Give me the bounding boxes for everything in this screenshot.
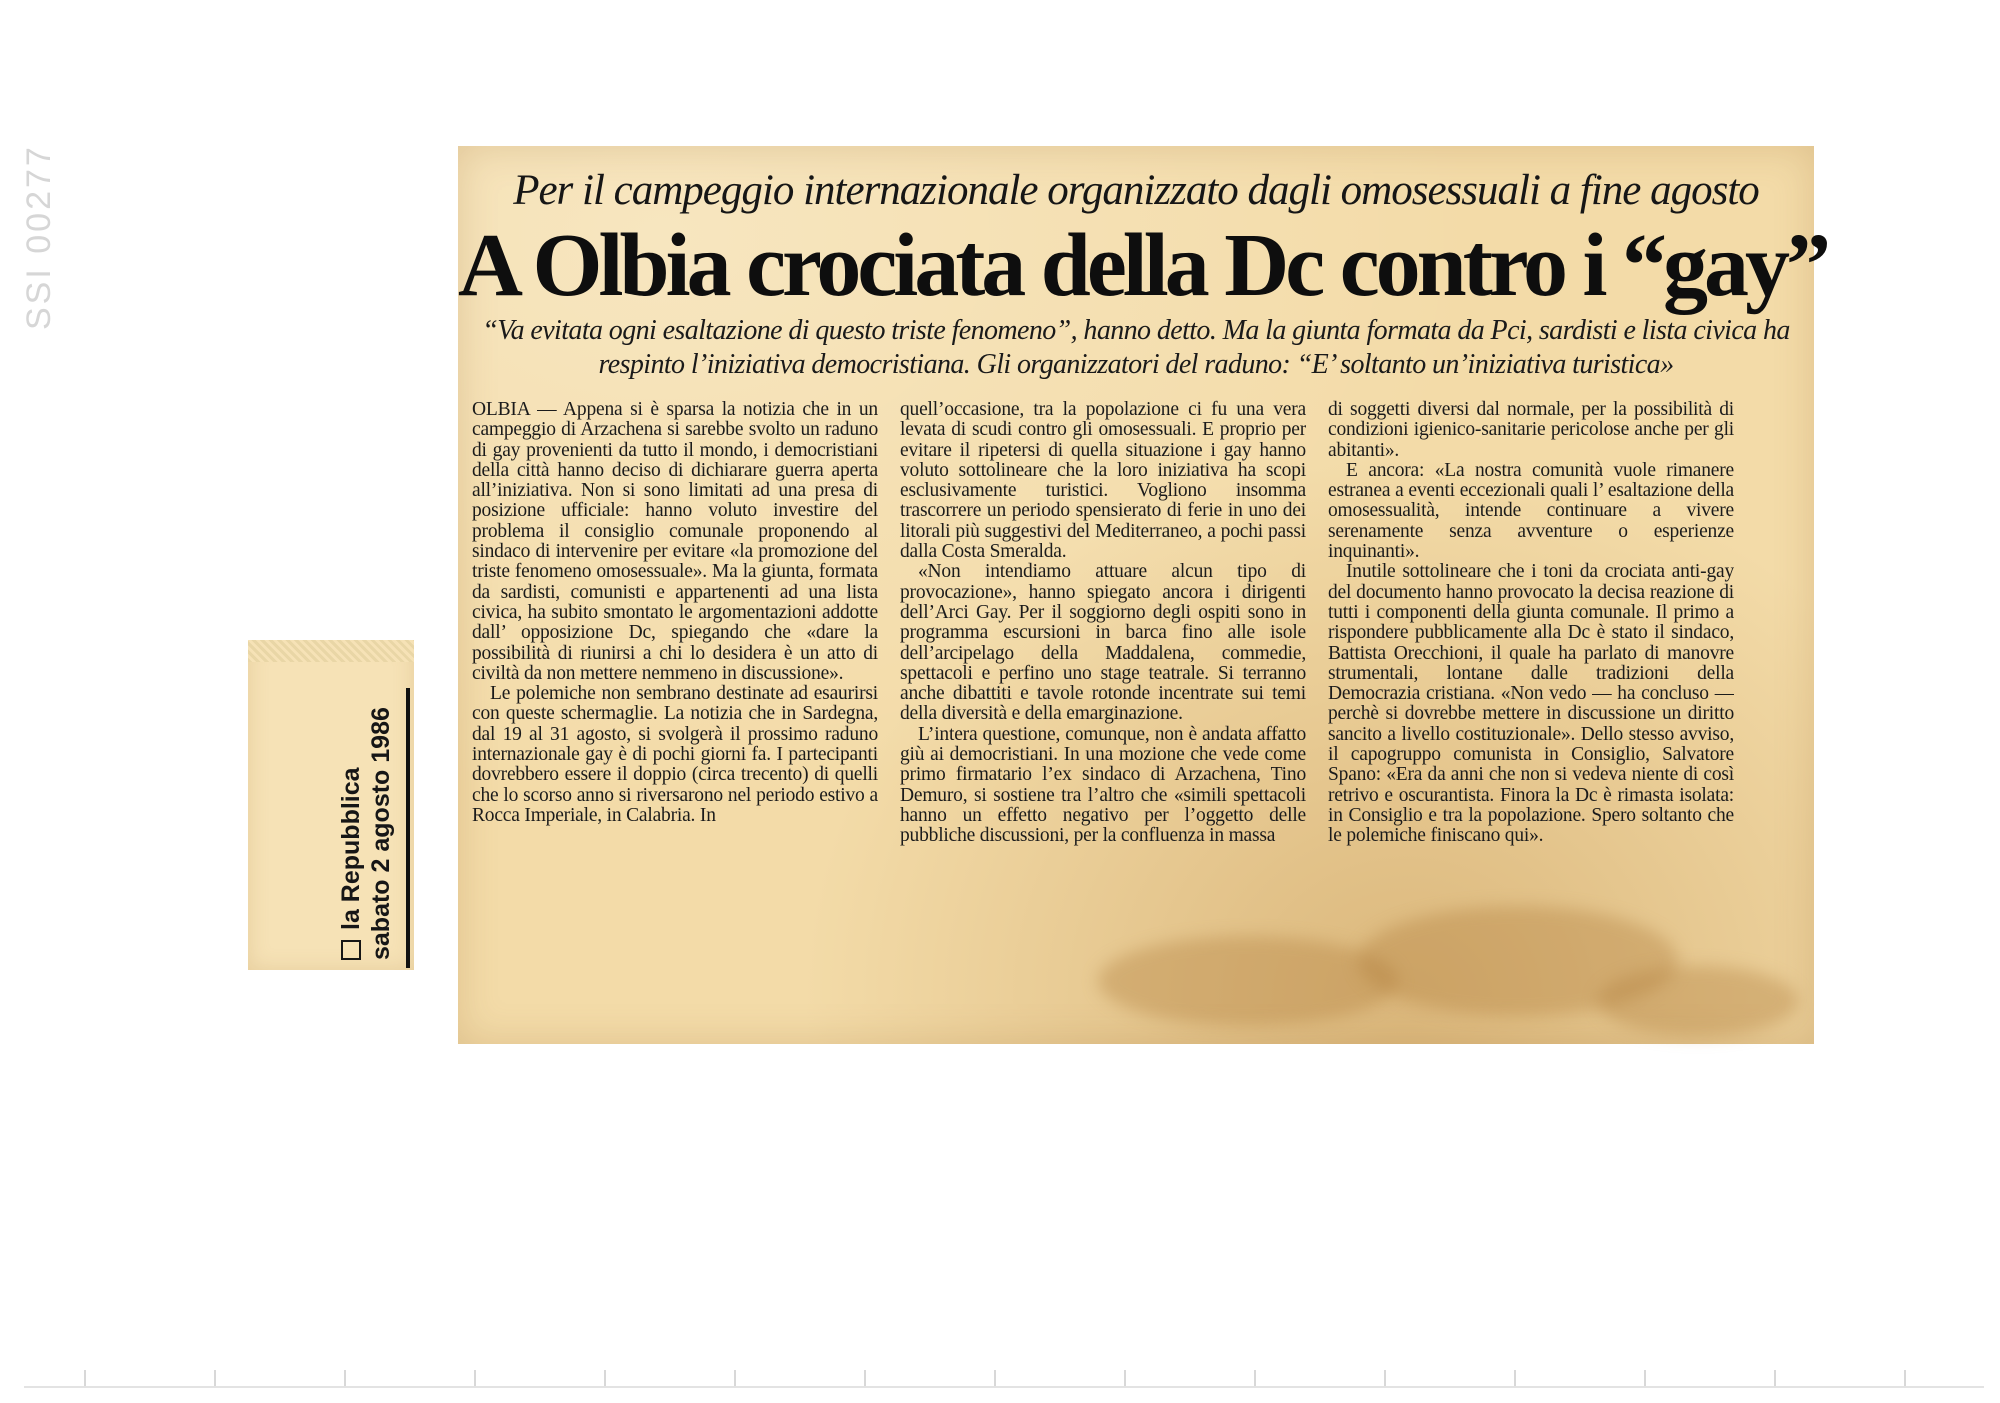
article-column-1	[472, 400, 878, 920]
paragraph: L’intera questione, comunque, non è andata affatto giù ai democristiani. In una mozione che vede come primo firmatario l’ex sindaco di Arzachena, Tino Demuro, si sostiene tra l’altro che «simili spettacoli hanno un effetto negativo per l’oggetto delle pubbliche discussioni, per la confluenza in massa	[900, 723, 1306, 847]
article-column-2	[900, 400, 1306, 920]
paragraph: Le polemiche non sembrano destinate ad esaurirsi con queste schermaglie. La notizia che in Sardegna, dal 19 al 31 agosto, si svolgerà il prossimo raduno internazionale gay è di pochi giorni fa. I partecipanti dovrebbero essere il doppio (circa trecento) di quelli che lo scorso anno si riversarono nel periodo estivo a Rocca Imperiale, in Calabria. In	[472, 683, 878, 826]
paragraph: OLBIA — Appena si è sparsa la notizia che in un campeggio di Arzachena si sarebbe svolto un raduno di gay provenienti da tutto il mondo, i democristiani della città hanno deciso di dichiarare guerra aperta all’iniziativa. Non si sono limitati ad una presa di posizione ufficiale: hanno voluto investire del problema il consiglio comunale proponendo al sindaco di intervenire per evitare «la promozione del triste fenomeno omosessuale». Ma la giunta, formata da sardisti, comunisti e appartenenti ad una lista civica, ha subito smontato le argomentazioni addotte dall’ opposizione Dc, spiegando che «dare la possibilità di riunirsi a chi lo desidera è un atto di civiltà da non mettere nemmeno in discussione».	[472, 400, 878, 684]
paragraph: «Non intendiamo attuare alcun tipo di provocazione», hanno spiegato ancora i dirigenti dell’Arci Gay. Per il soggiorno degli ospiti sono in programma escursioni in barca fino alle isole dell’arcipelago della Maddalena, commedie, spettacoli e perfino uno stage teatrale. Si terranno anche dibattiti e tavole rotonde incentrate sui temi della diversità e della emarginazione.	[900, 561, 1306, 725]
newspaper-clipping	[458, 146, 1828, 1044]
slip-pattern	[248, 640, 414, 662]
date-line	[366, 707, 396, 960]
slip-rule	[406, 688, 410, 968]
source-slip	[248, 640, 414, 970]
checkbox-icon	[341, 940, 361, 960]
publication-date: sabato 2 agosto 1986	[367, 707, 395, 960]
article-kicker: Per il campeggio internazionale organizzato dagli omosessuali a fine agosto	[513, 167, 1759, 214]
paragraph: quell’occasione, tra la popolazione ci fu una vera levata di scudi contro gli omosessuali. E proprio per evitare il ripetersi di quella situazione i gay hanno voluto sottolineare che la loro iniziativa ha scopi esclusivamente turistici. Vogliono insomma trascorrere un periodo spensierato di ferie in uno dei litorali più suggestivi del Mediterraneo, a pochi passi dalla Costa Smeralda.	[900, 400, 1306, 563]
newspaper-name: la Repubblica	[337, 767, 365, 930]
paragraph: Inutile sottolineare che i toni da crociata anti-gay del documento hanno provocato la decisa reazione di tutti i componenti della giunta comunale. Il primo a rispondere pubblicamente alla Dc è stato il sindaco, Battista Orecchioni, il quale ha parlato di manovre strumentali, lontane dalle tradizioni della Democrazia cristiana. «Non vedo — ha concluso — perchè si dovrebbe mettere in discussione un diritto sancito a livello costituzionale». Dello stesso avviso, il capogruppo comunista in Consiglio, Salvatore Spano: «Era da anni che non si vedeva niente di così retrivo e oscurantista. Finora la Dc è rimasta isolata: in Consiglio e tra la popolazione. Spero soltanto che le polemiche finiscano qui».	[1328, 561, 1734, 847]
paper-stain	[1098, 936, 1398, 1026]
scan-border-ticks	[24, 1370, 1984, 1388]
paragraph: E ancora: «La nostra comunità vuole rimanere estranea a eventi eccezionali quali l’ esaltazione della omosessualità, intende continuare a vivere serenamente senza avventure o esperienze inquinanti».	[1328, 459, 1734, 563]
archive-id-stamp: SSI 00277	[20, 144, 58, 330]
article-column-3	[1328, 400, 1734, 920]
article-deck: “Va evitata ogni esaltazione di questo triste fenomeno”, hanno detto. Ma la giunta formata da Pci, sardisti e lista civica ha respinto l’iniziativa democristiana. Gli organizzatori del raduno: “E’ soltanto un’iniziativa turistica»	[482, 315, 1790, 380]
paper-stain	[1598, 966, 1798, 1036]
newspaper-line	[336, 707, 366, 960]
article-headline: A Olbia crociata della Dc contro i “gay”	[458, 216, 1828, 315]
paragraph: di soggetti diversi dal normale, per la possibilità di condizioni igienico-sanitarie pericolose anche per gli abitanti».	[1328, 400, 1734, 461]
source-label	[336, 707, 396, 960]
